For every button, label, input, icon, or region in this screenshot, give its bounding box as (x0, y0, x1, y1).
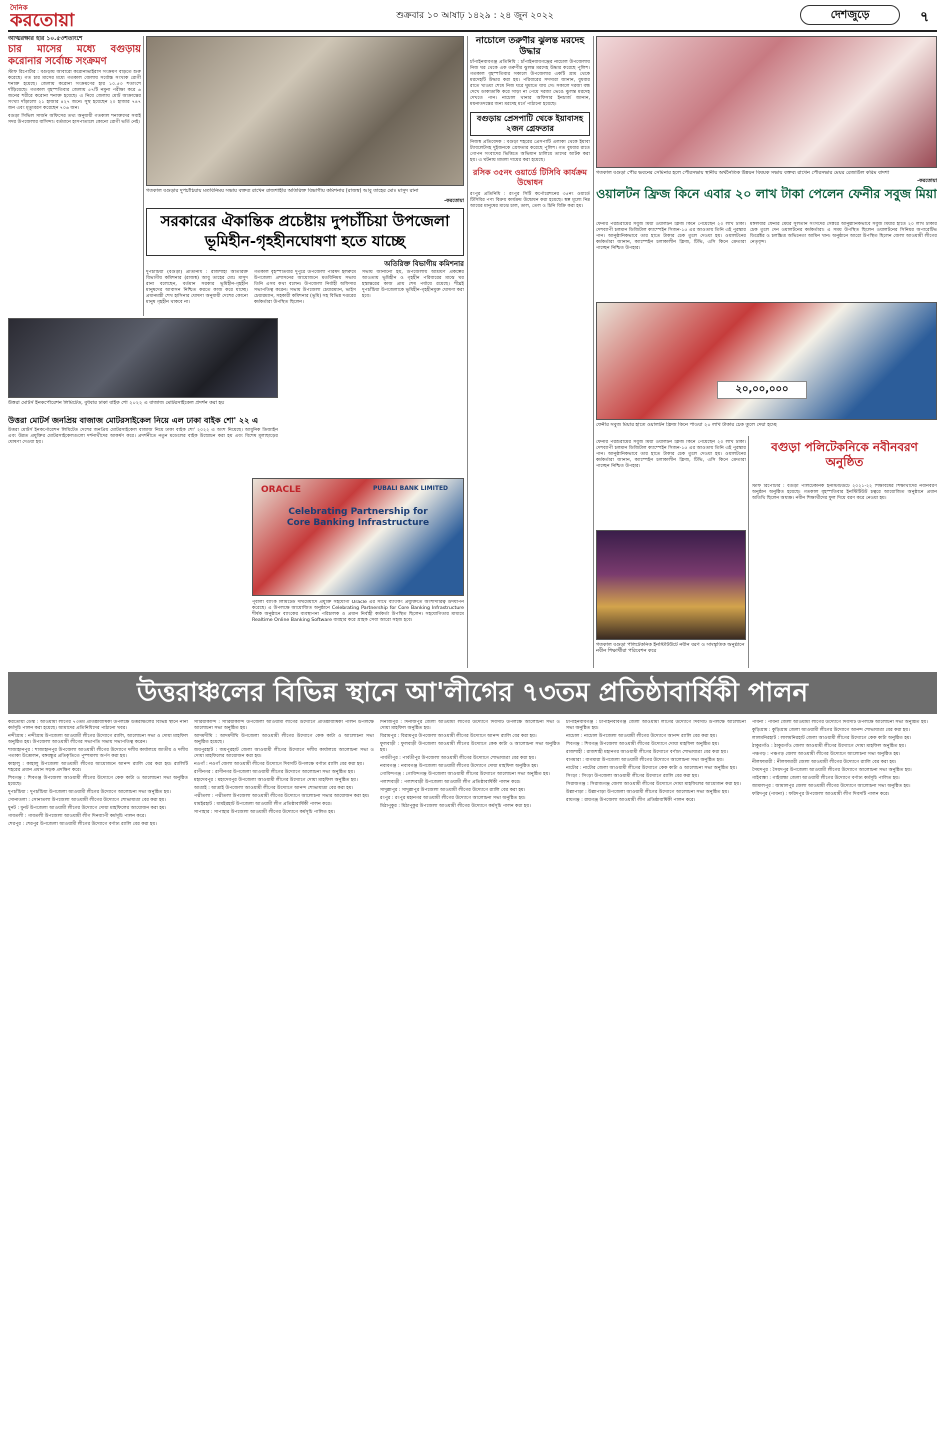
bottom-para: পঞ্চগড় : পঞ্চগড় জেলা আওয়ামী লীগের উদ্যোগে আলোচনা সভা অনুষ্ঠিত হয়। (752, 752, 901, 757)
awami-league-banner: উত্তরাঞ্চলের বিভিন্ন স্থানে আ'লীগের ৭৩তম প্রতিষ্ঠাবার্ষিকী পালন (8, 672, 937, 714)
bottom-para: পার্বতীপুর : পার্বতীপুর উপজেলা আওয়ামী লীগের উদ্যোগে শোভাযাত্রা বের করা হয়। (380, 756, 536, 761)
bottom-para: মহাদেবপুর : মহাদেবপুর উপজেলা আওয়ামী লীগের উদ্যোগে দোয়া মাহফিল অনুষ্ঠিত হয়। (194, 778, 358, 783)
bottom-para: কাহালু : কাহালু উপজেলা আওয়ামী লীগের আয়োজনে আনন্দ র‌্যালি বের করা হয়। র‌্যালিটি শহরের প্রধান প্রধান সড়ক প্রদক্ষিণ করে। (8, 762, 188, 773)
bottom-para: সাদুল্লাপুর : সাদুল্লাপুর উপজেলা আওয়ামী লীগের উদ্যোগে র‌্যালি বের করা হয়। (380, 788, 526, 793)
bottom-para: পত্নীতলা : পত্নীতলা উপজেলা আওয়ামী লীগের উদ্যোগে আলোচনা সভার আয়োজন করা হয়। (194, 794, 370, 799)
bottom-para: আত্রাই : আত্রাই উপজেলা আওয়ামী লীগের উদ্যোগে আনন্দ শোভাযাত্রা বের করা হয়। (194, 786, 354, 791)
bottom-para: গাবতলী : গাবতলী উপজেলা আওয়ামী লীগ দিনব্যাপী কর্মসূচি পালন করে। (8, 814, 146, 819)
bottom-para: সিরাজগঞ্জ : সিরাজগঞ্জ জেলা আওয়ামী লীগের উদ্যোগে দোয়া মাহফিলের আয়োজন করা হয়। (566, 782, 741, 787)
covid-kicker: আত্মরক্ষার হার ১০.৫৩শতাংশে (8, 36, 83, 42)
bottom-para: শাজাহানপুর : শাজাহানপুর উপজেলা আওয়ামী লীগের উদ্যোগে দলীয় কার্যালয়ে জাতীয় ও দলীয় পতাকা উত্তোলন, বঙ্গবন্ধুর প্রতিকৃতিতে পুষ্পমাল্য অর্পণ করা হয়। (8, 748, 188, 759)
bottom-para: সৈয়দপুর : সৈয়দপুর উপজেলা আওয়ামী লীগের উদ্যোগে আলোচনা সভা অনুষ্ঠিত হয়। (752, 768, 912, 773)
walton-cheque-caption: ফেনীর সবুজ মিয়ার হাতে ওয়ালটন ফ্রিজ কিনে পাওয়া ২০ লাখ টাকার চেক তুলে দেয়া হচ্ছে (596, 422, 777, 428)
walton-story (596, 222, 746, 300)
bike-show-caption: উত্তরা মোটর্স ইনকর্পোরেশন লিমিটেড, বুধবার ঢাকা বাইক শো ২০২২ এ বাজাজ মোটরসাইকেল প্রদর্শন করা হয় (8, 400, 225, 406)
polytechnic-caption: গতকাল বগুড়া পলিটেকনিক ইনস্টিটিউটে নবীন বরণ ও সাংস্কৃতিক অনুষ্ঠানে নবীন শিক্ষার্থীরা পরিবেশন করে (596, 642, 745, 654)
oracle-story (252, 600, 464, 668)
oracle-photo (252, 478, 464, 596)
bottom-para: রংপুর : রংপুর মহানগর আওয়ামী লীগের উদ্যোগে আলোচনা সভা অনুষ্ঠিত হয়। (380, 796, 526, 801)
logo-small-text: দৈনিক (10, 4, 28, 12)
polytechnic-photo (596, 530, 746, 640)
masthead-rule (8, 30, 937, 32)
bottom-para: চাঁপাইনবাবগঞ্জ : চাঁপাইনবাবগঞ্জ জেলা আওয়ামী লীগের উদ্যোগে দিবসটি উপলক্ষে আলোচনা সভা অনুষ্ঠিত হয়। (566, 720, 746, 731)
bottom-para: লালমনিরহাট : লালমনিরহাট জেলা আওয়ামী লীগের উদ্যোগে কেক কাটা অনুষ্ঠিত হয়। (752, 736, 912, 741)
main-body-1: দুপচাঁচিয়া (বগুড়া) প্রতিনিধি : রাজশাহী অতিরিক্ত বিভাগীয় কমিশনার (রাজস্ব) আবু তাহের মোঃ মাসুদ রানা বলেছেন, বর্তমান সরকার ভূমিহীন-গৃহহীন মানুষদের আবাসন নিশ্চিত করতে কাজ করে যাচ্ছে। প্রধানমন্ত্রী শেখ হাসিনার ঘোষণা অনুযায়ী দেশের কোনো মানুষ গৃহহীন থাকবে না। (146, 270, 248, 305)
bottom-para: ঠাকুরগাঁও : ঠাকুরগাঁও জেলা আওয়ামী লীগের উদ্যোগে দোয়া মাহফিল অনুষ্ঠিত হয়। (752, 744, 906, 749)
bottom-para: রাজশাহী : রাজশাহী মহানগর আওয়ামী লীগের উদ্যোগে বর্ণাঢ্য শোভাযাত্রা বের করা হয়। (566, 750, 728, 755)
bottom-col-2 (194, 720, 374, 1444)
bottom-para: সিংড়া : সিংড়া উপজেলা আওয়ামী লীগের উদ্যোগে র‌্যালি বের করা হয়। (566, 774, 699, 779)
bottom-col-1 (8, 720, 188, 1444)
polytechnic-story (752, 484, 937, 668)
polytechnic-headline: বগুড়া পলিটেকনিকে নবীনবরণ অনুষ্ঠিত (771, 440, 918, 469)
section-tag: দেশজুড়ে (800, 5, 900, 25)
walton-cheque-photo (596, 302, 937, 420)
bottom-para: জয়পুরহাট : জয়পুরহাট জেলা আওয়ামী লীগের উদ্যোগে দলীয় কার্যালয়ে আলোচনা সভা ও দোয়া মাহফিলের আয়োজন করা হয়। (194, 748, 374, 759)
bottom-para: শিবগঞ্জ : শিবগঞ্জ উপজেলা আওয়ামী লীগের উদ্যোগে দোয়া মাহফিল অনুষ্ঠিত হয়। (566, 742, 720, 747)
bottom-para: করতোয়া ডেস্ক : আওয়ামী লীগের ৭৩তম প্রতিষ্ঠাবার্ষিকী উপলক্ষে উত্তরাঞ্চলের বিভিন্ন স্থানে নানা কর্মসূচি পালন করা হয়েছে। আমাদের প্রতিনিধিদের পাঠানো খবর। (8, 720, 188, 731)
bottom-para: জামালপুর : জামালপুর জেলা আওয়ামী লীগের উদ্যোগে আলোচনা সভা অনুষ্ঠিত হয়। (752, 784, 911, 789)
main-body-col-1 (146, 270, 248, 470)
bottom-para: নওগাঁ : নওগাঁ জেলা আওয়ামী লীগের উদ্যোগে দিবসটি উপলক্ষে বর্ণাঢ্য র‌্যালি বের করা হয়। (194, 762, 364, 767)
bottom-para: দিনাজপুর : দিনাজপুর জেলা আওয়ামী লীগের উদ্যোগে দিবসটি উপলক্ষে আলোচনা সভা ও দোয়া মাহফিল অনুষ্ঠিত হয়। (380, 720, 560, 731)
yaba-headline: বগুড়ায় প্রেসপাটি থেকে ইয়াবাসহ ২জন গ্রেফতার (470, 112, 590, 136)
bike-show-headline: উত্তরা মোটর্স জনপ্রিয় বাজাজ মোটরসাইকেল নিয়ে এল ঢাকা বাইক শো' ২২ এ (8, 416, 259, 425)
bottom-para: উল্লাপাড়া : উল্লাপাড়া উপজেলা আওয়ামী লীগের উদ্যোগে আলোচনা সভা অনুষ্ঠিত হয়। (566, 790, 729, 795)
covid-headline: চার মাসের মধ্যে বগুড়ায় করোনার সর্বোচ্চ সংক্রমণ (8, 44, 141, 67)
page-number: ৭ (919, 9, 930, 25)
bottom-para: শিবগঞ্জ : শিবগঞ্জ উপজেলা আওয়ামী লীগের উদ্যোগে কেক কাটা ও আলোচনা সভা অনুষ্ঠিত হয়েছে। (8, 776, 188, 787)
cheque-amount: ২০,০০,০০০ (717, 381, 807, 399)
walton-story-continued (750, 222, 937, 300)
tcb-body: রংপুর প্রতিনিধি : রংপুর সিটি কর্পোরেশনের ৩৫নং ওয়ার্ডে টিসিবির পণ্য বিক্রয় কার্যক্রম উদ্বোধন করা হয়েছে। স্বল্প মূল্যে নিম্ন আয়ের মানুষের মাঝে চাল, ডাল, তেল ও চিনি বিক্রি করা হয়। (470, 192, 590, 209)
bottom-para: ধুনট : ধুনট উপজেলা আওয়ামী লীগের উদ্যোগে দোয়া মাহফিলের আয়োজন করা হয়। (8, 806, 167, 811)
bottom-para: রায়গঞ্জ : রায়গঞ্জ উপজেলা আওয়ামী লীগ প্রতিষ্ঠাবার্ষিকী পালন করে। (566, 798, 696, 803)
yaba-body: নিজস্ব প্রতিবেদক : বগুড়া শহরের প্রেসপাটি এলাকা থেকে ইয়াবা ট্যাবলেটসহ দুইজনকে গ্রেফতার করেছে পুলিশ। গত বুধবার রাতে গোপন সংবাদের ভিত্তিতে অভিযান চালিয়ে তাদের আটক করা হয়। এ ঘটনায় মামলা দায়ের করা হয়েছে। (470, 140, 590, 163)
main-body-2: গতকাল বৃহস্পতিবার দুপুরে উপজেলা পরিষদ হলরুমে উপজেলা প্রশাসনের আয়োজনে মতবিনিময় সভায় তিনি এসব কথা বলেন। উপজেলা নির্বাহী অফিসার সভাপতিত্ব করেন। সভায় উপজেলা চেয়ারম্যান, ভাইস চেয়ারম্যান, সহকারী কমিশনার (ভূমি) সহ বিভিন্ন দপ্তরের কর্মকর্তারা উপস্থিত ছিলেন। (254, 270, 356, 305)
bottom-para: রাণীনগর : রাণীনগর উপজেলা আওয়ামী লীগের উদ্যোগে আলোচনা সভা অনুষ্ঠিত হয়। (194, 770, 355, 775)
bottom-para: মিঠাপুকুর : মিঠাপুকুর উপজেলা আওয়ামী লীগের উদ্যোগে কর্মসূচি পালন করা হয়। (380, 804, 531, 809)
pourasava-photo (596, 36, 937, 168)
main-body-col-3 (362, 270, 464, 470)
logo-main-text: করতোয়া (10, 10, 75, 28)
bottom-col-3 (380, 720, 560, 1444)
pourasava-credit: -করতোয়া (917, 178, 937, 184)
bottom-para: গাইবান্ধা : গাইবান্ধা জেলা আওয়ামী লীগের উদ্যোগে বর্ণাঢ্য কর্মসূচি পালিত হয়। (752, 776, 900, 781)
bank-logo: PUBALI BANK LIMITED (373, 485, 449, 492)
walton-body: ফেনীর পরশুরামের সবুজ মিয়া ওয়ালটন ফ্রিজ কিনে পেয়েছেন ২০ লাখ টাকা। দেশব্যাপী চলমান ডিজিটাল ক্যাম্পেইন সিজন-১৫ এর আওতায় তিনি এই পুরস্কার পান। আনুষ্ঠানিকভাবে তার হাতে টাকার চেক তুলে দেওয়া হয়। ওয়ালটনের কর্মকর্তারা জানান, ক্যাম্পেইন চলাকালীন ফ্রিজ, টিভি, এসি কিনে ক্রেতারা পাচ্ছেন নিশ্চিত উপহার। (596, 222, 746, 251)
bottom-para: পাবনা : পাবনা জেলা আওয়ামী লীগের উদ্যোগে দিবসটি উপলক্ষে আলোচনা সভা অনুষ্ঠিত হয়। (752, 720, 928, 725)
bottom-para: ফরিদপুর (পাবনা) : ফরিদপুর উপজেলা আওয়ামী লীগ দিবসটি পালন করে। (752, 792, 890, 797)
divider (593, 36, 594, 668)
covid-body: স্টাফ রিপোর্টার : বগুড়ায় আবারো করোনাভাইরাস সংক্রমণ বাড়তে শুরু করেছে। গত চার মাসের মধ্যে গতকাল জেলায় সর্বোচ্চ সংখ্যক রোগী শনাক্ত হয়েছে। জেলায় করোনা সংক্রমণের হার ১০.৫৩ শতাংশে দাঁড়িয়েছে। গতকাল বৃহস্পতিবার জেলায় ৫৭টি নমুনা পরীক্ষা করে ৬ জনের শরীরে করোনা শনাক্ত হয়েছে। এ নিয়ে জেলায় মোট আক্রান্তের সংখ্যা দাঁড়ালো ২১ হাজার ৪২৭ জনে। সুস্থ হয়েছেন ২০ হাজার ৭৪৭ জন এবং মৃত্যুবরণ করেছেন ৭০৬ জন। (8, 70, 141, 111)
bottom-para: নীলফামারী : নীলফামারী জেলা আওয়ামী লীগের উদ্যোগে র‌্যালি বের করা হয়। (752, 760, 897, 765)
divider (467, 36, 468, 668)
walton-extra (596, 440, 746, 526)
bottom-col-4 (566, 720, 746, 1444)
nachol-headline: নাচোলে তরুণীর ঝুলন্ত মরদেহ উদ্ধার (475, 36, 585, 57)
bottom-para: বিরামপুর : বিরামপুর উপজেলা আওয়ামী লীগের উদ্যোগে আনন্দ র‌্যালি বের করা হয়। (380, 734, 537, 739)
walton-body-continued: মঙ্গলবার ফেনীর মেয়র সুলতান সংসদের সেক্টরে আনুষ্ঠানিকভাবে সবুজ মিয়ার হাতে ২০ লাখ টাকার চেক তুলে দেন ওয়ালটনের কর্মকর্তারা। এ সময় উপস্থিত ছিলেন ওয়ালটনের সিনিয়র অপারেটিভ ডিরেক্টর ও চলচ্চিত্র অভিনেতা আমিন খান। অনুষ্ঠানে আরো উপস্থিত ছিলেন জেলা আওয়ামী লীগের নেতৃবৃন্দ। (750, 222, 937, 245)
oracle-banner-text: Celebrating Partnership for Core Banking Infrastructure (286, 507, 430, 528)
bottom-para: ধামইরহাট : ধামইরহাট উপজেলা আওয়ামী লীগ প্রতিষ্ঠাবার্ষিকী পালন করে। (194, 802, 332, 807)
bottom-para: সোনাতলা : সোনাতলা উপজেলা আওয়ামী লীগের উদ্যোগে শোভাযাত্রা বের করা হয়। (8, 798, 166, 803)
meeting-photo-caption: গতকাল বগুড়ার দুপচাঁচিয়ায় মতবিনিময় সভায় বক্তব্য রাখেন রাজশাহীর অতিরিক্ত বিভাগীয় কমিশনার (রাজস্ব) আবু তাহের মোঃ মাসুদ রানা (146, 188, 419, 194)
bottom-para: শেরপুর : শেরপুর উপজেলা আওয়ামী লীগের উদ্যোগে বর্ণাঢ্য র‌্যালি বের করা হয়। (8, 822, 157, 827)
main-body-3: সভায় জানানো হয়, উপজেলায় আশ্রয়ণ প্রকল্পের আওতায় ভূমিহীন ও গৃহহীন পরিবারের মাঝে ঘর হস্তান্তরের কাজ প্রায় শেষ পর্যায়ে রয়েছে। শীঘ্রই দুপচাঁচিয়া উপজেলাকে ভূমিহীন-গৃহহীনমুক্ত ঘোষণা করা হবে। (362, 270, 464, 299)
walton-extra-body: ফেনীর পরশুরামের সবুজ মিয়া ওয়ালটন ফ্রিজ কিনে পেয়েছেন ২০ লাখ টাকা। দেশব্যাপী চলমান ডিজিটাল ক্যাম্পেইন সিজন-১৫ এর আওতায় তিনি এই পুরস্কার পান। আনুষ্ঠানিকভাবে তার হাতে টাকার চেক তুলে দেওয়া হয়। ওয়ালটনের কর্মকর্তারা জানান, ক্যাম্পেইন চলাকালীন ফ্রিজ, টিভি, এসি কিনে ক্রেতারা পাচ্ছেন নিশ্চিত উপহার। (596, 440, 746, 469)
covid-body-2: বগুড়া সিভিল সার্জন অফিসের তথ্য অনুযায়ী গতকাল শনাক্তদের সবাই সদর উপজেলার বাসিন্দা। বর্তমানে হাসপাতালে কোনো রোগী ভর্তি নেই। (8, 114, 141, 125)
bike-show-body: উত্তরা মোটর্স ইনকর্পোরেশন লিমিটেড দেশের জনপ্রিয় মোটরসাইকেল বাজাজ নিয়ে ঢাকা বাইক শো' ২০২২ এ অংশ নিয়েছে। আধুনিক ডিজাইন এবং উন্নত প্রযুক্তির মোটরসাইকেলগুলো দর্শনার্থীদের আকর্ষণ করে। প্রদর্শনীতে নতুন মডেলের বাইক উন্মোচন করা হয় এবং বিশেষ মূল্যছাড়ের ঘোষণা দেওয়া হয়। (8, 428, 278, 445)
polytechnic-body: স্টাফ রিপোর্টার : বগুড়া পলিটেকনিক ইনস্টিটিউটে ২০২১-২২ শিক্ষাবর্ষের শিক্ষার্থীদের নবীনবরণ অনুষ্ঠান অনুষ্ঠিত হয়েছে। গতকাল বৃহস্পতিবার ইনস্টিটিউট চত্বরে আয়োজিত অনুষ্ঠানে প্রধান অতিথি ছিলেন অধ্যক্ষ। নবীন শিক্ষার্থীদের ফুল দিয়ে বরণ করে নেওয়া হয়। (752, 484, 937, 501)
issue-date: শুক্রবার ১০ আষাঢ় ১৪২৯ : ২৪ জুন ২০২২ (396, 11, 554, 21)
bottom-para: ফুলবাড়ী : ফুলবাড়ী উপজেলা আওয়ামী লীগের উদ্যোগে কেক কাটা ও আলোচনা সভা অনুষ্ঠিত হয়। (380, 742, 560, 753)
bottom-para: সাপাহার : সাপাহার উপজেলা আওয়ামী লীগের উদ্যোগে কর্মসূচি পালিত হয়। (194, 810, 336, 815)
masthead-logo (10, 4, 140, 28)
divider (143, 36, 144, 316)
oracle-logo: ORACLE (261, 485, 302, 495)
bottom-para: নন্দীগ্রাম : নন্দীগ্রাম উপজেলা আওয়ামী লীগের উদ্যোগে র‌্যালি, আলোচনা সভা ও দোয়া মাহফিল অনুষ্ঠিত হয়। উপজেলা আওয়ামী লীগের সভাপতি সভায় সভাপতিত্ব করেন। (8, 734, 188, 745)
bottom-para: আদমদীঘি : আদমদীঘি উপজেলা আওয়ামী লীগের উদ্যোগে কেক কাটা ও আলোচনা সভা অনুষ্ঠিত হয়েছে। (194, 734, 374, 745)
pourasava-caption: গতকাল বগুড়া পৌর ভবনের সেমিনার হলে পৌরসভায় স্থানীয় অর্থনৈতিক উন্নয়ন বিষয়ক সভায় বক্তব্য রাখেন পৌরসভার মেয়র রেজাউল করিম বাদশা (596, 170, 890, 176)
bottom-para: দুপচাঁচিয়া : দুপচাঁচিয়া উপজেলা আওয়ামী লীগের উদ্যোগে আলোচনা সভা অনুষ্ঠিত হয়। (8, 790, 171, 795)
bottom-para: কুড়িগ্রাম : কুড়িগ্রাম জেলা আওয়ামী লীগের উদ্যোগে আনন্দ শোভাযাত্রা বের করা হয়। (752, 728, 910, 733)
nachol-body: চাঁপাইনবাবগঞ্জ প্রতিনিধি : চাঁপাইনবাবগঞ্জের নাচোল উপজেলায় নিজ ঘর থেকে এক তরুণীর ঝুলন্ত মরদেহ উদ্ধার করেছে পুলিশ। গতকাল বৃহস্পতিবার সকালে উপজেলার একটি গ্রাম থেকে মরদেহটি উদ্ধার করা হয়। পরিবারের সদস্যরা জানান, বুধবার রাতে খাওয়া শেষে নিজ ঘরে ঘুমাতে যায় সে। সকালে দরজা বন্ধ দেখে ডাকাডাকি করে সাড়া না পেয়ে দরজা ভেঙে ঝুলন্ত মরদেহ দেখতে পান। নাচোল থানার অফিসার ইনচার্জ জানান, ময়নাতদন্তের জন্য মরদেহ মর্গে পাঠানো হয়েছে। (470, 60, 590, 107)
bottom-para: গোবিন্দগঞ্জ : গোবিন্দগঞ্জ উপজেলা আওয়ামী লীগের উদ্যোগে আলোচনা সভা অনুষ্ঠিত হয়। (380, 772, 551, 777)
main-byline: অতিরিক্ত বিভাগীয় কমিশনার (384, 260, 464, 268)
meeting-photo (146, 36, 464, 186)
bottom-para: সারিয়াকান্দি : সারিয়াকান্দি উপজেলা আওয়ামী লীগের উদ্যোগে প্রতিষ্ঠাবার্ষিকী পালন উপলক্ষে আলোচনা সভা অনুষ্ঠিত হয়। (194, 720, 374, 731)
bottom-para: নবাবগঞ্জ : নবাবগঞ্জ উপজেলা আওয়ামী লীগের উদ্যোগে দোয়া মাহফিল অনুষ্ঠিত হয়। (380, 764, 539, 769)
bottom-para: নাচোল : নাচোল উপজেলা আওয়ামী লীগের উদ্যোগে আনন্দ র‌্যালি বের করা হয়। (566, 734, 717, 739)
bottom-para: পলাশবাড়ী : পলাশবাড়ী উপজেলা আওয়ামী লীগ প্রতিষ্ঠাবার্ষিকী পালন করে। (380, 780, 521, 785)
main-body-col-2 (254, 270, 356, 470)
oracle-body: পূবালী ব্যাংক লিমিটেড দীর্ঘমেয়াদে প্রযুক্তি সহযোগী Oracle এর সাথে ব্যাংকিং প্রযুক্তিতে অংশীদারিত্ব উদযাপন করেছে। এ উপলক্ষে আয়োজিত অনুষ্ঠানে Celebrating Partnership for Core Banking Infrastructure শীর্ষক অনুষ্ঠানে ব্যাংকের ব্যবস্থাপনা পরিচালক ও প্রধান নির্বাহী কর্মকর্তা উপস্থিত ছিলেন। সহযোগিতার মাধ্যমে Realtime Online Banking Software ব্যবহার করে গ্রাহক সেবা আরো সহজ হবে। (252, 600, 464, 623)
middle-column (470, 36, 590, 668)
walton-headline: ওয়ালটন ফ্রিজ কিনে এবার ২০ লাখ টাকা পেলেন ফেনীর সবুজ মিয়া (596, 186, 937, 201)
bottom-para: নাটোর : নাটোর জেলা আওয়ামী লীগের উদ্যোগে কেক কাটা ও আলোচনা সভা অনুষ্ঠিত হয়। (566, 766, 737, 771)
bottom-para: বাগমারা : বাগমারা উপজেলা আওয়ামী লীগের উদ্যোগে আলোচনা সভা অনুষ্ঠিত হয়। (566, 758, 724, 763)
bottom-col-5 (752, 720, 937, 1444)
tcb-headline: রসিক ৩৫নং ওয়ার্ডে টিসিবি কার্যক্রম উদ্বোধন (473, 168, 587, 187)
main-headline: সরকারের ঐকান্তিক প্রচেষ্টায় দুপচাঁচিয়া উপজেলা ভূমিহীন-গৃহহীনঘোষণা হতে যাচ্ছে (146, 208, 464, 256)
meeting-photo-credit: -করতোয়া (444, 198, 464, 204)
divider (748, 436, 749, 668)
